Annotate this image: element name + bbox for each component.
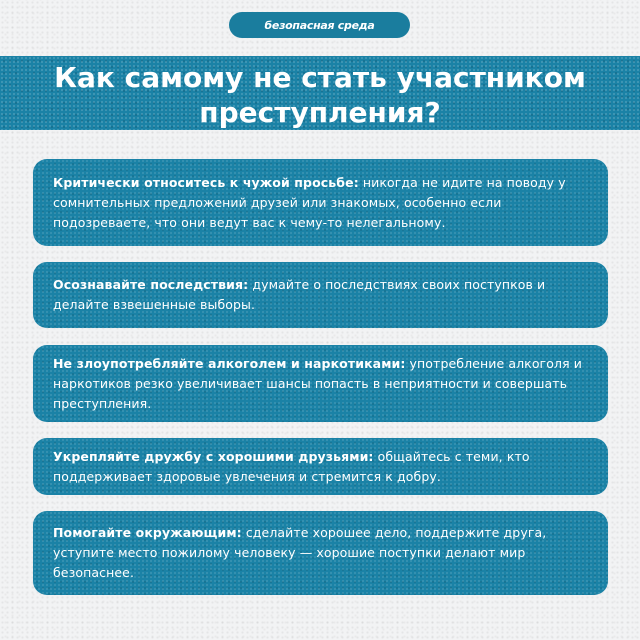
tip-body: думайте о последствиях своих поступков и делайте взвешенные выборы. [53, 277, 546, 312]
page-title-line-2: преступления? [199, 96, 441, 129]
brand-badge [229, 12, 410, 38]
tip-body: никогда не идите на поводу у сомнительных предложений друзей или знакомых, особенно если подозреваете, что они ведут вас к чему-то нелегальному. [53, 174, 566, 230]
tip-text [53, 523, 588, 583]
tip-body: общайтесь с теми, кто поддерживает здоровые увлечения и стремится к добру. [53, 448, 530, 484]
tip-card-help-others [33, 511, 608, 595]
tip-text [53, 354, 588, 414]
tip-heading: Помогайте окружающим: [53, 525, 242, 540]
brand-badge-label: безопасная среда [264, 18, 375, 32]
tip-heading: Укрепляйте дружбу с хорошими друзьями: [53, 448, 374, 464]
page-title-line-1: Как самому не стать участником [54, 61, 586, 94]
tip-heading: Не злоупотребляйте алкоголем и наркотиками: [53, 355, 406, 371]
tip-text [53, 447, 588, 487]
tip-text [53, 275, 588, 315]
tip-heading: Критически относитесь к чужой просьбе: [53, 174, 359, 190]
tip-body: сделайте хорошее дело, поддержите друга, уступите место пожилому человеку — хорошие поступки делают мир безопаснее. [53, 525, 547, 580]
tip-heading: Осознавайте последствия: [53, 277, 249, 292]
tip-card-consequences [33, 262, 608, 328]
tip-body: употребление алкоголя и наркотиков резко увеличивает шансы попасть в неприятности и совершать преступления. [53, 355, 582, 411]
tip-card-alcohol-drugs [33, 345, 608, 422]
page-title [0, 60, 640, 130]
tip-card-good-friends [33, 438, 608, 495]
tip-card-critical-thinking [33, 159, 608, 246]
tip-text [53, 173, 588, 233]
